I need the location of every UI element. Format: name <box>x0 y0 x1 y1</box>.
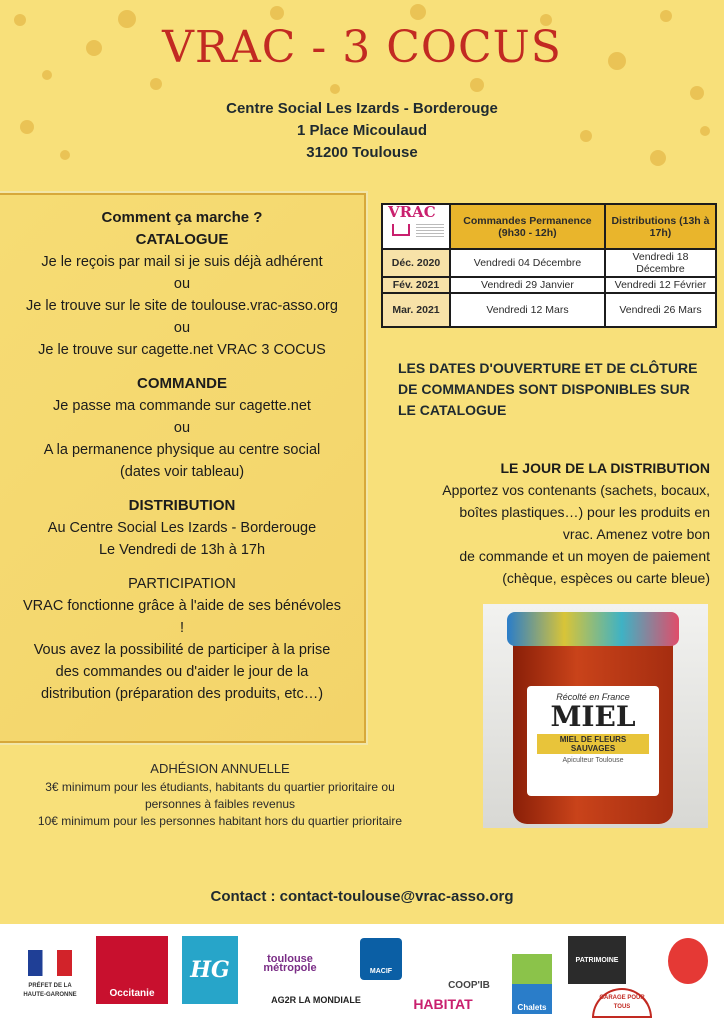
distribution-line: Le Vendredi de 13h à 17h <box>98 542 266 558</box>
distribution-day-line: de commande et un moyen de paiement <box>459 548 710 564</box>
jar-label <box>527 686 659 796</box>
commande-line: ou <box>173 420 191 436</box>
vrac-logo-cell <box>382 204 450 249</box>
adhesion-line: 3€ minimum pour les étudiants, habitants du quartier prioritaire ou <box>45 780 395 794</box>
catalogue-line: ou <box>173 320 191 336</box>
participation-line: VRAC fonctionne grâce à l'aide de ses bénévoles <box>23 598 341 614</box>
jar-label-main: MIEL <box>550 700 636 733</box>
hg-logo: HG <box>182 936 238 1004</box>
participation-line: des commandes ou d'aider le jour de la <box>55 664 309 680</box>
row-month: Fév. 2021 <box>382 277 450 293</box>
occitanie-logo: Occitanie <box>96 936 168 1004</box>
adhesion-section <box>0 760 440 830</box>
participation-heading: PARTICIPATION <box>128 576 236 592</box>
distribution-day-line: vrac. Amenez votre bon <box>562 526 710 542</box>
distribution-day-line: boîtes plastiques…) pour les produits en <box>459 504 710 520</box>
ag2r-logo: AG2R LA MONDIALE <box>271 994 361 1005</box>
jar-lid <box>507 612 679 646</box>
address-line-3: 31200 Toulouse <box>306 144 418 161</box>
chalets-logo: Chalets <box>512 954 552 1014</box>
table-row <box>382 277 716 293</box>
row-month: Déc. 2020 <box>382 249 450 277</box>
commande-heading: COMMANDE <box>137 375 227 392</box>
adhesion-line: 10€ minimum pour les personnes habitant hors du quartier prioritaire <box>37 814 403 828</box>
column-header-distributions: Distributions (13h à 17h) <box>605 204 716 249</box>
catalogue-line: Je le trouve sur le site de toulouse.vrac-asso.org <box>26 298 338 314</box>
commande-date: Vendredi 12 Mars <box>450 293 605 327</box>
participation-line: ! <box>179 620 185 636</box>
how-it-works-heading: Comment ça marche ? <box>101 209 263 226</box>
distribution-date: Vendredi 12 Février <box>605 277 716 293</box>
dates-notice: LES DATES D'OUVERTURE ET DE CLÔTURE DE COMMANDES SONT DISPONIBLES SUR LE CATALOGUE <box>398 360 698 418</box>
adhesion-heading: ADHÉSION ANNUELLE <box>150 761 290 776</box>
distribution-line: Au Centre Social Les Izards - Borderouge <box>47 520 317 536</box>
catalogue-heading: CATALOGUE <box>135 231 229 248</box>
coopib-logo: COOP'IB <box>448 980 490 991</box>
contact-line <box>0 888 724 905</box>
commande-line: Je passe ma commande sur cagette.net <box>53 398 311 414</box>
table-header-row <box>382 204 716 249</box>
dates-table <box>381 203 717 328</box>
partner-logos-strip <box>0 924 724 1024</box>
commande-line: A la permanence physique au centre social <box>43 442 321 458</box>
address-block <box>0 98 724 164</box>
column-header-commandes: Commandes Permanence (9h30 - 12h) <box>450 204 605 249</box>
catalogue-line: Je le reçois par mail si je suis déjà adhérent <box>41 254 323 270</box>
toulouse-metropole-logo: toulouse métropole <box>263 953 317 974</box>
distribution-day-line: (chèque, espèces ou carte bleue) <box>502 570 710 586</box>
distribution-day-heading: LE JOUR DE LA DISTRIBUTION <box>500 460 710 476</box>
macif-logo: MACIF <box>360 938 402 980</box>
secours-logo <box>668 938 708 984</box>
commande-line: (dates voir tableau) <box>119 464 245 480</box>
prefet-logo: PRÉFET DE LA HAUTE-GARONNE <box>20 936 80 1014</box>
adhesion-line: personnes à faibles revenus <box>144 797 296 811</box>
address-line-1: Centre Social Les Izards - Borderouge <box>226 100 498 117</box>
page-title: VRAC - 3 COCUS <box>162 22 562 73</box>
catalogue-line: ou <box>173 276 191 292</box>
honey-jar-photo <box>483 604 708 828</box>
participation-line: Vous avez la possibilité de participer à la prise <box>33 642 331 658</box>
jar-label-small: Apiculteur Toulouse <box>562 757 624 764</box>
contact-label: Contact : <box>210 888 276 905</box>
catalogue-line: Je le trouve sur cagette.net VRAC 3 COCUS <box>38 342 326 358</box>
row-month: Mar. 2021 <box>382 293 450 327</box>
jar-label-top: Récolté en France <box>556 692 630 702</box>
how-it-works-section <box>0 207 364 705</box>
participation-line: distribution (préparation des produits, etc…) <box>40 686 324 702</box>
distribution-day-section <box>394 457 710 589</box>
garage-pour-tous-logo: GARAGE POUR TOUS <box>592 988 652 1018</box>
distribution-heading: DISTRIBUTION <box>128 497 236 514</box>
table-row <box>382 249 716 277</box>
commande-date: Vendredi 29 Janvier <box>450 277 605 293</box>
contact-email-link[interactable]: contact-toulouse@vrac-asso.org <box>279 888 514 905</box>
distribution-date: Vendredi 18 Décembre <box>605 249 716 277</box>
table-row <box>382 293 716 327</box>
distribution-day-line: Apportez vos contenants (sachets, bocaux, <box>442 482 710 498</box>
patrimoine-logo: PATRIMOINE <box>568 936 626 984</box>
vrac-logo-icon: VRAC <box>386 206 446 244</box>
distribution-date: Vendredi 26 Mars <box>605 293 716 327</box>
commande-date: Vendredi 04 Décembre <box>450 249 605 277</box>
address-line-2: 1 Place Micoulaud <box>296 122 428 139</box>
habitat-logo: HABITAT <box>413 995 473 1012</box>
jar-label-sub: MIEL DE FLEURS SAUVAGES <box>537 734 649 754</box>
